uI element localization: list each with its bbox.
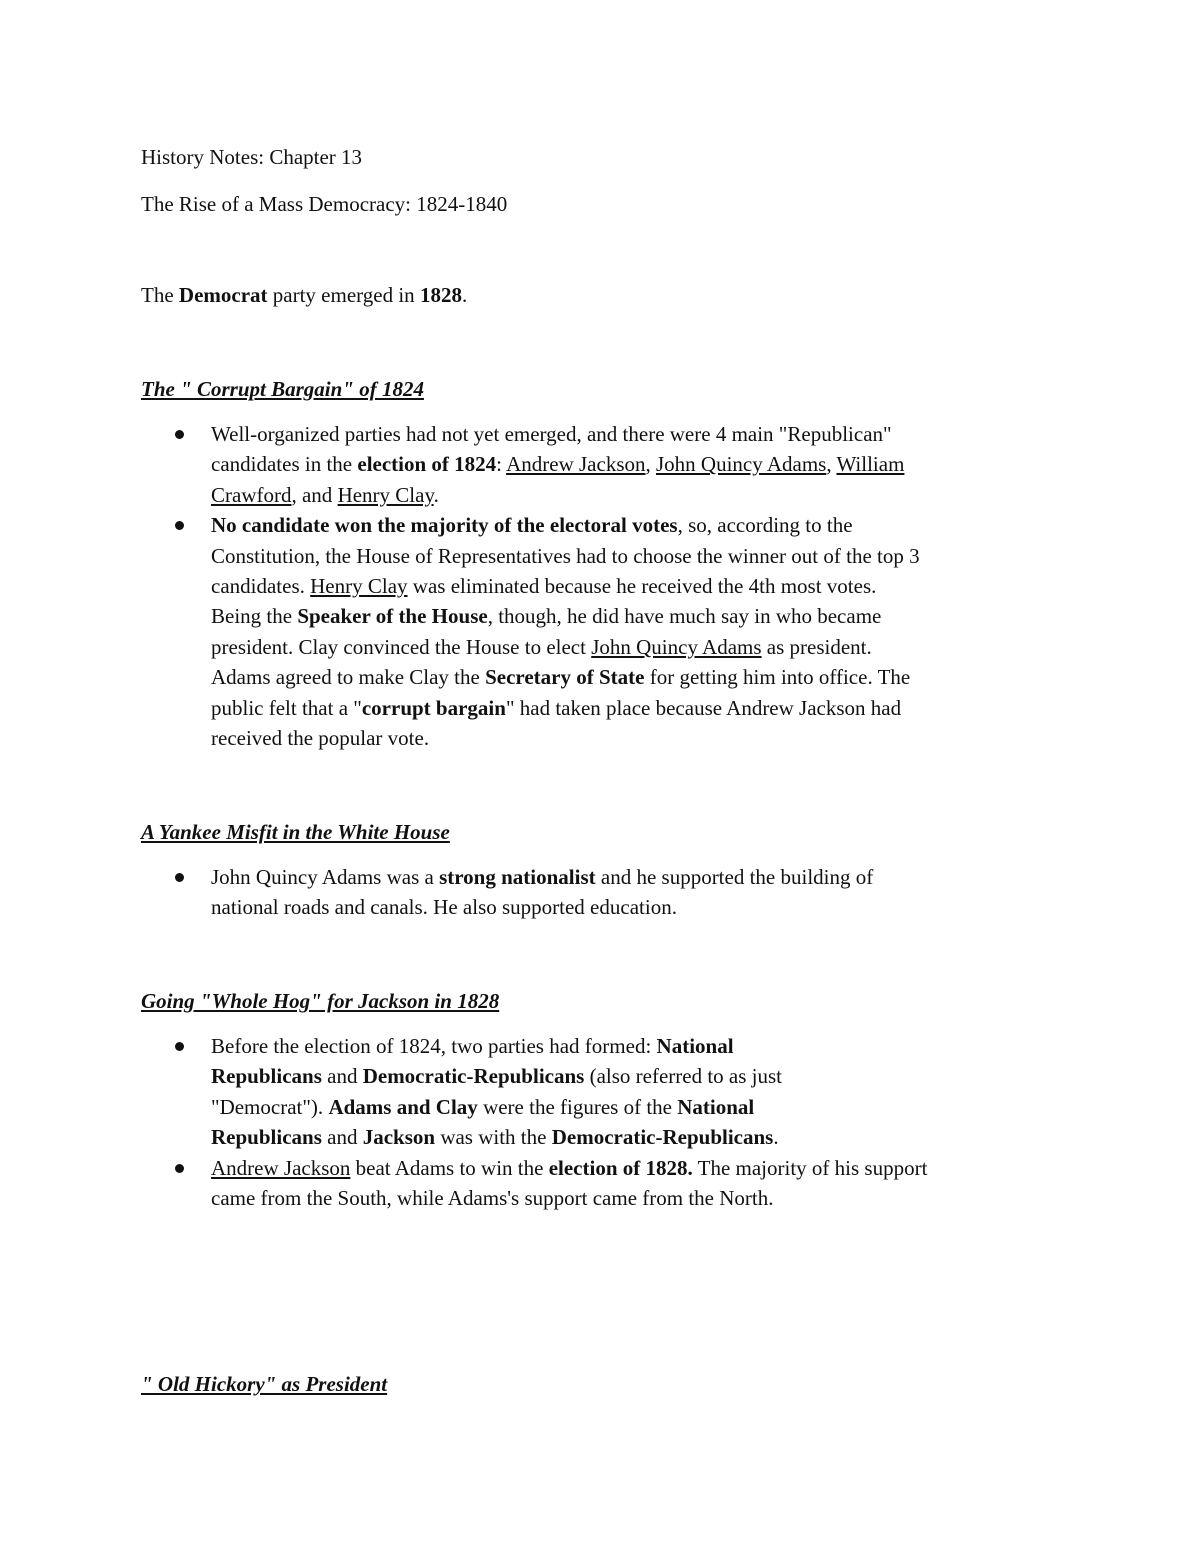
bullet-item <box>170 862 873 923</box>
name-underlined: Crawford <box>211 482 292 507</box>
bold-term: Democratic-Republicans <box>551 1125 774 1150</box>
bullet-dot-icon <box>175 430 184 439</box>
bullet-line <box>211 693 920 723</box>
section-heading-corrupt-bargain: The " Corrupt Bargain" of 1824 <box>141 377 424 401</box>
bullet-line <box>211 632 920 662</box>
intro-bold-year: 1828 <box>419 283 462 307</box>
bold-term: election of 1828. <box>548 1155 693 1180</box>
text-run: " had taken place because Andrew Jackson had <box>505 695 902 720</box>
document-title: History Notes: Chapter 13 <box>141 145 363 169</box>
text-run: were the figures of the <box>477 1094 678 1119</box>
section-heading-whole-hog: Going "Whole Hog" for Jackson in 1828 <box>141 989 500 1013</box>
section-heading-old-hickory: " Old Hickory" as President <box>141 1372 388 1396</box>
bullet-line <box>211 480 920 510</box>
intro-text: The <box>141 283 179 307</box>
text-run: , and <box>291 482 338 507</box>
bullet-item <box>170 510 920 753</box>
name-underlined: Henry Clay <box>337 482 434 507</box>
bold-term: corrupt bargain <box>361 695 506 720</box>
bullet-dot-icon <box>175 873 184 882</box>
name-underlined: John Quincy Adams <box>591 634 762 659</box>
text-run: public felt that a " <box>211 695 362 720</box>
name-underlined: John Quincy Adams <box>656 452 827 477</box>
text-run: Constitution, the House of Representatives had to choose the winner out of the top 3 <box>211 543 920 568</box>
intro-bold-party: Democrat <box>178 283 268 307</box>
bullet-dot-icon <box>175 1042 184 1051</box>
bold-term: Republicans <box>211 1125 322 1150</box>
bold-term: Democratic-Republicans <box>362 1064 585 1089</box>
bullet-line <box>211 723 920 753</box>
text-run: . <box>773 1125 779 1150</box>
bold-term: Jackson <box>362 1125 436 1150</box>
bullet-item <box>170 1031 927 1153</box>
text-run: came from the South, while Adams's support came from the North. <box>211 1186 774 1211</box>
text-run: , so, according to the <box>677 513 853 538</box>
name-underlined: Andrew Jackson <box>211 1155 351 1180</box>
text-run: as president. <box>761 634 872 659</box>
bold-term: Republicans <box>211 1064 322 1089</box>
bold-term: Adams and Clay <box>328 1094 478 1119</box>
text-run: . <box>433 482 439 507</box>
bullet-line <box>211 419 920 449</box>
bullet-line <box>211 601 920 631</box>
bullet-dot-icon <box>175 521 184 530</box>
text-run: and <box>321 1125 363 1150</box>
section-heading-yankee-misfit: A Yankee Misfit in the White House <box>141 820 450 844</box>
text-run: president. Clay convinced the House to elect <box>211 634 592 659</box>
text-run: Before the election of 1824, two parties had formed: <box>211 1034 657 1058</box>
bullet-item <box>170 1153 927 1214</box>
bold-term: National <box>677 1094 755 1119</box>
text-run: (also referred to as just <box>584 1064 783 1089</box>
bullet-list-corrupt-bargain <box>170 419 920 753</box>
bullet-line <box>211 862 873 892</box>
bullet-line <box>211 662 920 692</box>
bold-term: National <box>656 1034 734 1058</box>
text-run: candidates. <box>211 574 311 599</box>
bullet-item <box>170 419 920 510</box>
text-run: , though, he did have much say in who became <box>487 604 882 629</box>
bullet-line <box>211 1153 927 1183</box>
bullet-line <box>211 1092 927 1122</box>
intro-text: . <box>461 283 468 307</box>
text-run: was with the <box>435 1125 552 1150</box>
text-run: and <box>321 1064 363 1089</box>
text-run: Well-organized parties had not yet emerged, and there were 4 main "Republican" <box>211 422 892 446</box>
text-run: candidates in the <box>211 452 358 477</box>
bold-term: election of 1824 <box>357 452 497 477</box>
bold-term: strong nationalist <box>439 865 596 889</box>
text-run: The majority of his support <box>692 1155 928 1180</box>
text-run: , <box>645 452 656 477</box>
text-run: Being the <box>211 604 298 629</box>
bullet-line <box>211 541 920 571</box>
text-run: , <box>826 452 837 477</box>
bullet-line <box>211 510 920 540</box>
bullet-line <box>211 1061 927 1091</box>
bold-term: Secretary of State <box>485 665 645 690</box>
text-run: John Quincy Adams was a <box>211 865 440 889</box>
text-run: for getting him into office. The <box>644 665 911 690</box>
bullet-line <box>211 892 873 922</box>
text-run: national roads and canals. He also supported education. <box>211 895 677 920</box>
text-run: and he supported the building of <box>595 865 874 889</box>
bold-term: No candidate won the majority of the electoral votes <box>211 513 678 538</box>
bullet-line <box>211 1183 927 1213</box>
text-run: : <box>496 452 507 477</box>
intro-sentence <box>141 282 467 308</box>
text-run: Adams agreed to make Clay the <box>211 665 486 690</box>
text-run: "Democrat"). <box>211 1094 329 1119</box>
bullet-line <box>211 571 920 601</box>
bullet-list-yankee-misfit <box>170 862 873 923</box>
text-run: beat Adams to win the <box>350 1155 549 1180</box>
document-subtitle: The Rise of a Mass Democracy: 1824-1840 <box>141 192 508 216</box>
bullet-dot-icon <box>175 1164 184 1173</box>
bullet-line <box>211 449 920 479</box>
intro-text: party emerged in <box>267 283 420 307</box>
bullet-list-whole-hog <box>170 1031 927 1213</box>
name-underlined: William <box>836 452 905 477</box>
name-underlined: Henry Clay <box>310 574 408 599</box>
name-underlined: Andrew Jackson <box>506 452 646 477</box>
bullet-line <box>211 1122 927 1152</box>
bullet-line <box>211 1031 927 1061</box>
bold-term: Speaker of the House <box>297 604 488 629</box>
text-run: was eliminated because he received the 4th most votes. <box>407 574 877 599</box>
text-run: received the popular vote. <box>211 726 430 751</box>
